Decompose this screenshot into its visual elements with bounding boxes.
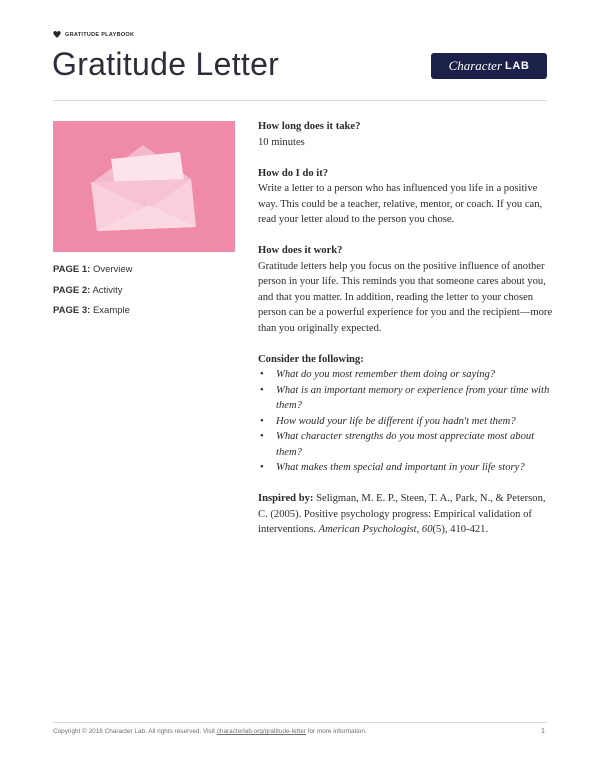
logo-character-text: Character (448, 58, 503, 73)
list-item: • What makes them special and important in your life story? (260, 462, 525, 473)
list-item: • What is an important memory or experience from your time with them? (260, 384, 550, 411)
section-body: Gratitude letters help you focus on the positive influence of another person in your life. This reminds you that someone cares about you, and that you matter. In addition, reading the letter to your chosen person can be a powerful experience for you and the recipient—more than you originally expected. (258, 260, 553, 334)
footer-divider (53, 722, 547, 723)
section-body: 10 minutes (258, 136, 305, 148)
page-nav-item-overview[interactable] (53, 263, 133, 284)
envelope-icon (53, 121, 235, 252)
hero-illustration (53, 121, 235, 252)
page-nav-label: PAGE 3: (53, 305, 91, 316)
page-nav-item-example[interactable] (53, 304, 133, 325)
footer-suffix: for more information. (307, 728, 367, 735)
logo-lab-text: LAB (505, 60, 530, 72)
playbook-label: GRATITUDE PLAYBOOK (65, 31, 135, 38)
page-nav-label: PAGE 1: (53, 264, 91, 275)
citation-journal: American Psychologist, (318, 524, 420, 535)
section-consider (258, 352, 554, 476)
page-number: 1 (541, 728, 545, 735)
page-nav-name: Activity (92, 284, 123, 296)
section-heading: How does it work? (258, 245, 343, 256)
header-divider (53, 100, 547, 101)
heart-icon (53, 31, 61, 38)
section-body: Write a letter to a person who has influenced you life in a positive way. This could be a teacher, relative, mentor, or coach. If you can, read your letter aloud to the person you chose. (258, 183, 543, 225)
list-item-text: What is an important memory or experience from your time with them? (276, 384, 550, 411)
footer-prefix: Copyright © 2018 Character Lab. All rights reserved. Visit (53, 728, 215, 735)
list-item: • How would your life be different if you hadn't met them? (260, 415, 516, 427)
page-title: Gratitude Letter (52, 46, 280, 82)
citation-label: Inspired by: (258, 493, 314, 504)
section-heading: How do I do it? (258, 167, 329, 179)
list-item-text: What do you most remember them doing or saying? (276, 369, 496, 380)
citation (258, 491, 554, 538)
section-heading: Consider the following: (258, 353, 364, 365)
section-works (258, 243, 554, 336)
page-nav-item-activity[interactable] (53, 284, 133, 305)
section-time (258, 119, 554, 150)
list-item: • What character strengths do you most appreciate most about them? (260, 431, 535, 458)
consider-list (258, 367, 554, 476)
section-how (258, 166, 554, 228)
page-nav-name: Example (92, 305, 130, 316)
citation-volume: 60 (421, 524, 433, 535)
section-inspired (258, 491, 554, 538)
section-heading: How long does it take? (258, 121, 361, 132)
page-nav-label: PAGE 2: (53, 284, 91, 296)
footer-link[interactable]: characterlab.org/gratitude-letter (216, 728, 306, 735)
citation-text: Seligman, M. E. P., Steen, T. A., Park, N., & Peterson, C. (2005). Positive psychology progress: Empirical validation of interventions. (258, 493, 546, 535)
footer-copyright (53, 728, 367, 735)
character-lab-logo[interactable] (431, 53, 547, 79)
list-item-text: How would your life be different if you hadn't met them? (276, 415, 516, 427)
citation-pages: (5), 410-421. (432, 524, 489, 535)
list-item-text: What makes them special and important in your life story? (276, 462, 525, 473)
page-nav-name: Overview (92, 264, 133, 275)
list-item-text: What character strengths do you most appreciate most about them? (276, 431, 535, 458)
page-nav (53, 263, 133, 325)
main-content (258, 119, 554, 538)
playbook-kicker (53, 31, 134, 38)
list-item: • What do you most remember them doing or saying? (260, 369, 496, 380)
